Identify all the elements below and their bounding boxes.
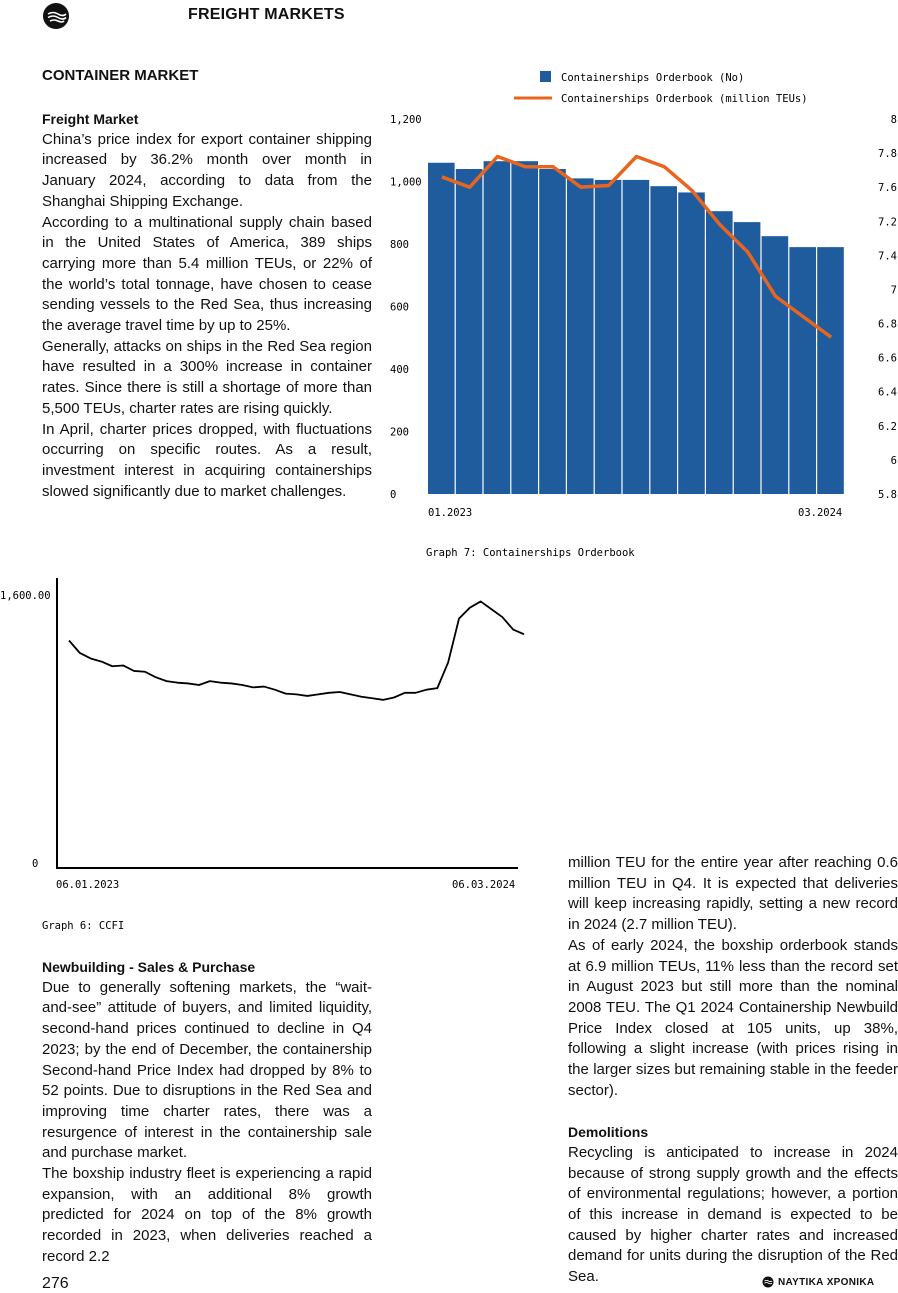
legend-bar-label: Containerships Orderbook (No) xyxy=(561,72,745,84)
orderbook-right-tick: 6.4 xyxy=(878,386,897,399)
orderbook-x-tick-start: 01.2023 xyxy=(428,507,473,519)
freight-para-1: China’s price index for export container shipping increased by 36.2% month over month in January 2024, according to data from the Shanghai Shipping Exchange. xyxy=(42,130,372,210)
orderbook-right-tick: 7.4 xyxy=(878,250,897,263)
demolitions-para: Recycling is anticipated to increase in 2024 because of strong supply growth and the effects of environmental regulations; however, a portion of this increase in demand is expected to be caused by higher charter rates and increased demand for units during the disruption of the Red Sea. xyxy=(568,1143,898,1286)
orderbook-left-tick: 1,000 xyxy=(390,176,422,189)
orderbook-left-tick: 800 xyxy=(390,239,409,251)
orderbook-right-tick: 7.6 xyxy=(878,182,897,195)
orderbook-left-tick: 200 xyxy=(390,426,409,439)
orderbook-right-tick: 7.8 xyxy=(878,148,897,161)
right-para-2: As of early 2024, the boxship orderbook stands at 6.9 million TEUs, 11% less than the record set in August 2023 but still more than the nominal 2008 TEU. The Q1 2024 Containership Newbuild Price Index closed at 105 units, up 38%, following a slight increase (with prices rising in the larger sizes but remaining stable in the feeder sector). xyxy=(568,936,898,1099)
orderbook-right-tick: 6.2 xyxy=(878,420,897,433)
newbuilding-para-1: Due to generally softening markets, the “wait-and-see” attitude of buyers, and limited liquidity, second-hand prices continued to decline in Q4 2023; by the end of December, the containership Second-hand Price Index had dropped by 8% to 52 points. Due to disruptions in the Red Sea and improving time charter rates, there was a resurgence of interest in the containership sale and purchase market. xyxy=(42,978,372,1162)
orderbook-bar xyxy=(456,169,483,494)
orderbook-right-tick: 6.6 xyxy=(878,352,897,365)
right-para-1: million TEU for the entire year after reaching 0.6 million TEU in Q4. It is expected that deliveries will keep increasing rapidly, setting a new record in 2024 (2.7 million TEU). xyxy=(568,854,898,934)
freight-market-heading: Freight Market xyxy=(42,111,139,127)
orderbook-left-tick: 400 xyxy=(390,364,409,376)
ccfi-chart xyxy=(0,570,540,940)
running-header: FREIGHT MARKETS xyxy=(188,6,345,23)
ccfi-caption: Graph 6: CCFI xyxy=(42,920,125,932)
orderbook-caption: Graph 7: Containerships Orderbook xyxy=(426,547,635,559)
orderbook-x-tick-end: 03.2024 xyxy=(798,507,843,519)
ccfi-y-tick-zero: 0 xyxy=(32,858,39,870)
freight-market-block xyxy=(42,109,372,502)
orderbook-bar xyxy=(650,186,677,494)
orderbook-bar xyxy=(762,236,789,494)
orderbook-bar xyxy=(484,161,511,494)
freight-para-4: In April, charter prices dropped, with fluctuations occurring on specific routes. As a result, investment interest in acquiring containerships slowed significantly due to market challenges. xyxy=(42,420,372,500)
newbuilding-para-2: The boxship industry fleet is experiencing a rapid expansion, with an additional 8% growth predicted for 2024 on top of the 8% growth recorded in 2023, when deliveries reached a record 2.2 xyxy=(42,1165,372,1265)
orderbook-right-tick: 7 xyxy=(890,284,897,297)
orderbook-bar xyxy=(595,180,622,494)
ccfi-y-tick-top: 1,600.00 xyxy=(0,590,51,602)
orderbook-bar xyxy=(539,169,566,494)
ship-wave-icon xyxy=(42,2,70,30)
orderbook-bar xyxy=(567,178,594,494)
orderbook-right-tick: 5.8 xyxy=(878,489,897,501)
orderbook-left-tick: 600 xyxy=(390,301,409,314)
legend-bar-swatch xyxy=(540,71,551,82)
orderbook-bar xyxy=(428,163,455,494)
orderbook-bar xyxy=(678,192,705,494)
ccfi-x-tick-start: 06.01.2023 xyxy=(56,879,120,891)
section-title: CONTAINER MARKET xyxy=(42,67,199,84)
orderbook-right-tick: 7.2 xyxy=(878,216,897,229)
brand-logo-icon xyxy=(762,1276,774,1288)
orderbook-bar xyxy=(789,247,816,494)
orderbook-bar xyxy=(817,247,844,494)
orderbook-bar xyxy=(511,161,538,494)
orderbook-bar xyxy=(706,211,733,494)
legend-line-label: Containerships Orderbook (million TEUs) xyxy=(561,93,808,105)
orderbook-chart xyxy=(380,64,898,564)
orderbook-left-tick: 1,200 xyxy=(390,114,422,126)
orderbook-right-tick: 8 xyxy=(890,114,897,126)
brand-name: ΝΑΥΤΙΚΑ ΧΡΟΝΙΚΑ xyxy=(778,1277,875,1288)
freight-para-2: According to a multinational supply chain based in the United States of America, 389 ships carrying more than 5.4 million TEUs, or 22% of the world’s total tonnage, have chosen to cease sending vessels to the Red Sea, thus increasing the average travel time by up to 25%. xyxy=(42,213,372,335)
ccfi-x-tick-end: 06.03.2024 xyxy=(452,879,516,891)
freight-para-3: Generally, attacks on ships in the Red Sea region have resulted in a 300% increase in container rates. Since there is still a shortage of more than 5,500 TEUs, charter rates are rising quickly. xyxy=(42,337,372,417)
right-column-block xyxy=(568,853,898,1288)
orderbook-right-tick: 6 xyxy=(890,454,897,467)
page-number: 276 xyxy=(42,1275,69,1292)
newbuilding-block xyxy=(42,957,372,1268)
ccfi-line xyxy=(69,601,524,699)
newbuilding-heading: Newbuilding - Sales & Purchase xyxy=(42,959,256,975)
orderbook-right-tick: 6.8 xyxy=(878,318,897,331)
orderbook-left-tick: 0 xyxy=(390,489,397,501)
orderbook-bar xyxy=(623,180,650,494)
demolitions-heading: Demolitions xyxy=(568,1124,649,1141)
